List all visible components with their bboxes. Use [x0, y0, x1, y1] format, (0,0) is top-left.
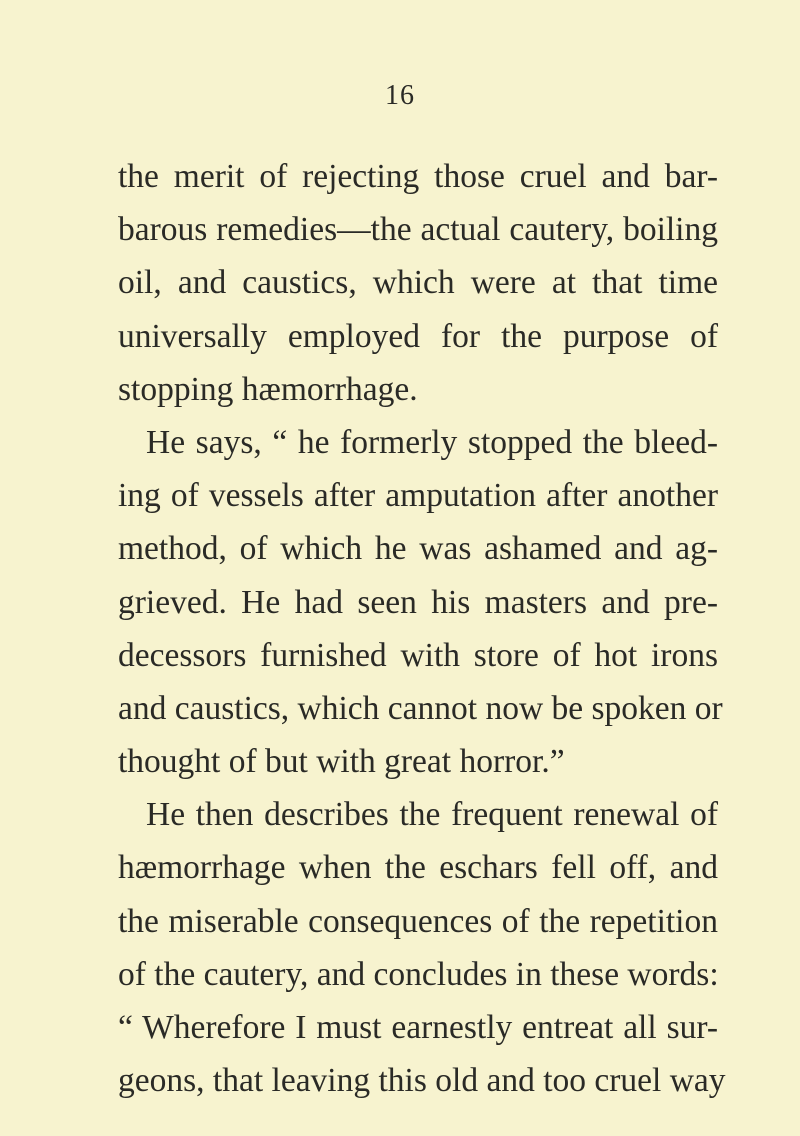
text-line: barous remedies—the actual cautery, boiling	[118, 211, 718, 249]
text-line: oil, and caustics, which were at that time	[118, 264, 718, 302]
text-line: ing of vessels after amputation after another	[118, 477, 718, 515]
body-text	[118, 150, 726, 1107]
text-line: decessors furnished with store of hot irons	[118, 636, 718, 674]
text-line: the merit of rejecting those cruel and bar-	[118, 158, 718, 195]
text-line: of the cautery, and concludes in these words:	[118, 955, 719, 993]
text-line: thought of but with great horror.”	[118, 743, 565, 781]
text-line: “ Wherefore I must earnestly entreat all sur-	[118, 1009, 718, 1046]
text-line: He then describes the frequent renewal of	[146, 796, 718, 834]
text-line: hæmorrhage when the eschars fell off, and	[118, 849, 718, 887]
page-number: 16	[385, 80, 415, 111]
text-line: universally employed for the purpose of	[118, 317, 718, 355]
text-line: method, of which he was ashamed and ag-	[118, 530, 718, 568]
text-line: and caustics, which cannot now be spoken or	[118, 689, 723, 727]
text-line: stopping hæmorrhage.	[118, 370, 418, 408]
text-line: He says, “ he formerly stopped the bleed-	[146, 423, 718, 461]
text-line: the miserable consequences of the repetition	[118, 902, 718, 940]
text-line: grieved. He had seen his masters and pre-	[118, 583, 718, 621]
text-line: geons, that leaving this old and too cruel way	[118, 1062, 726, 1100]
